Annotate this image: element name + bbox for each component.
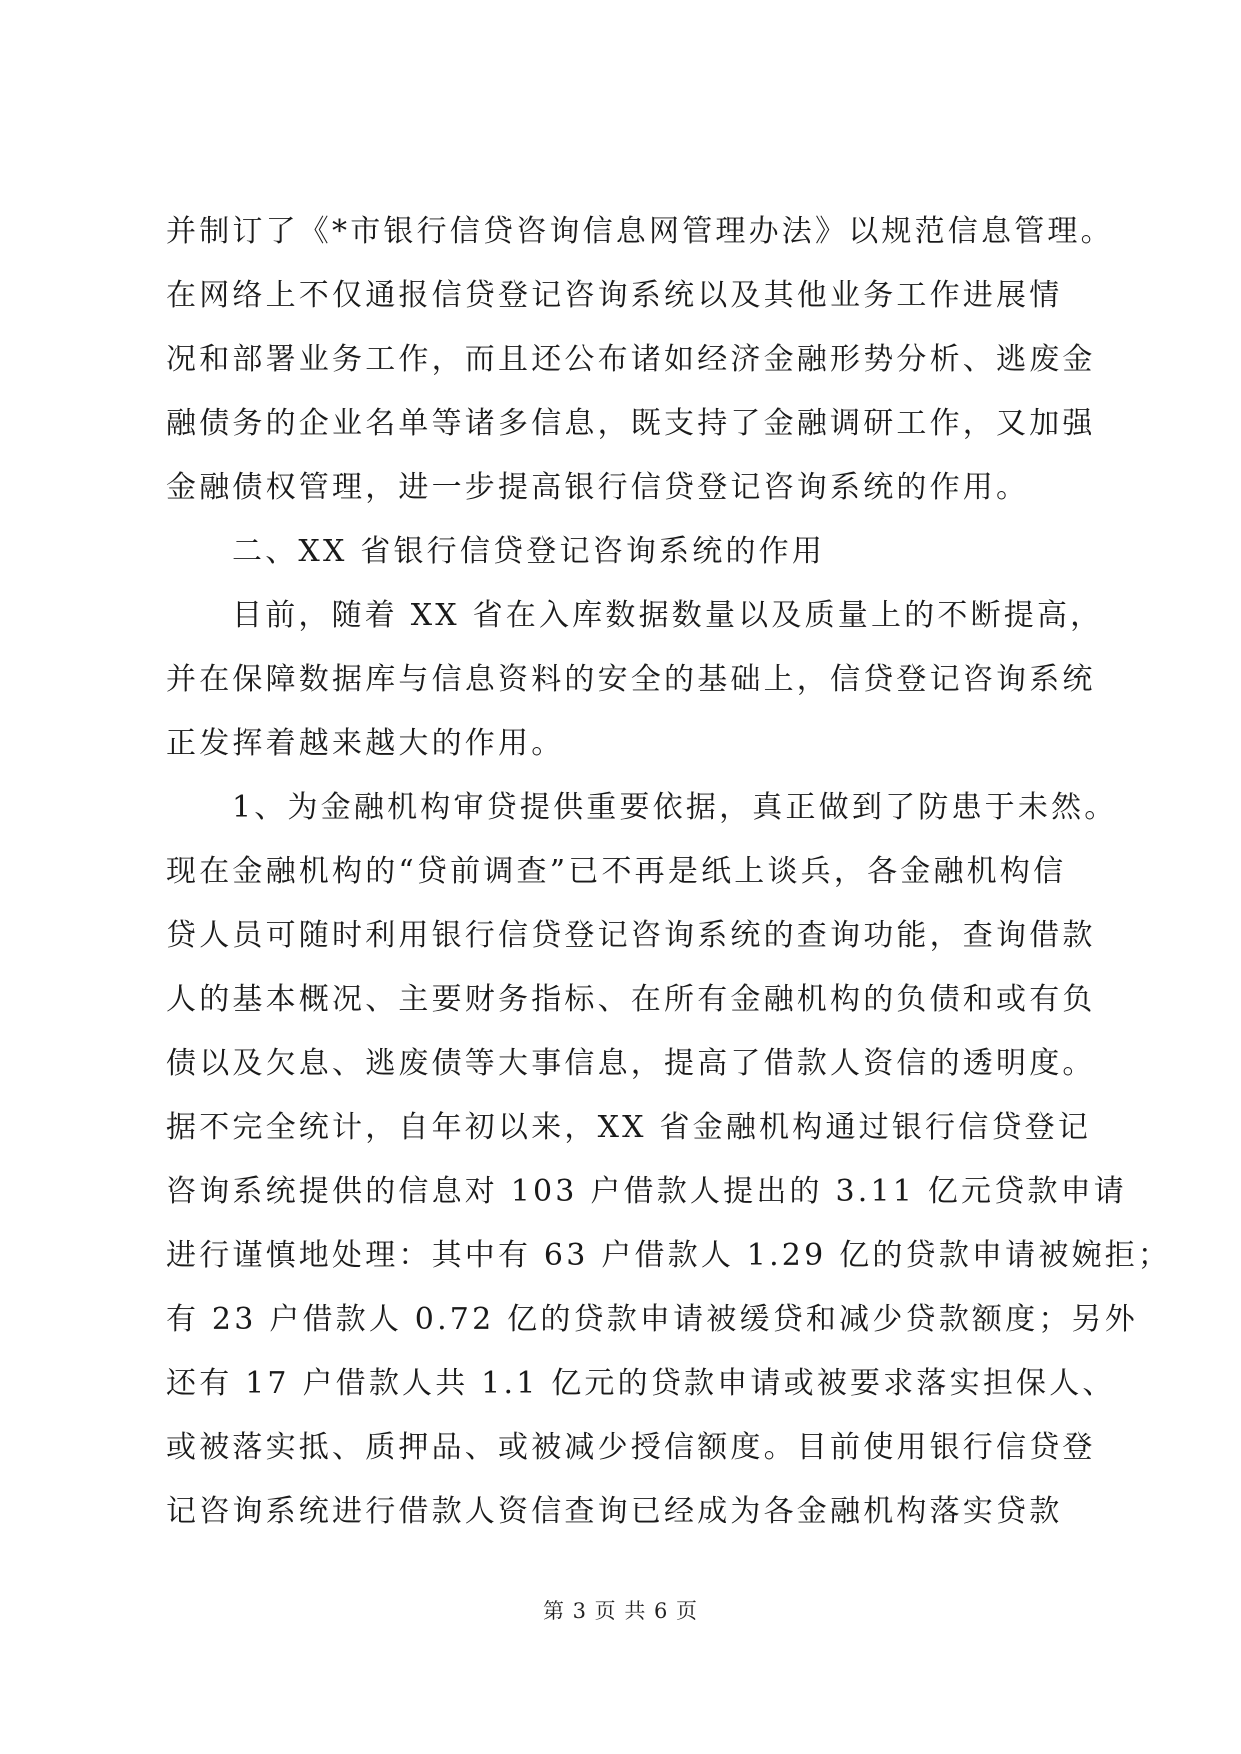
text-line: 债以及欠息、逃废债等大事信息，提高了借款人资信的透明度。 [166, 1046, 1096, 1081]
text-line: 1、为金融机构审贷提供重要依据，真正做到了防患于未然。 [232, 790, 1118, 825]
text-line: 或被落实抵、质押品、或被减少授信额度。目前使用银行信贷登 [166, 1430, 1096, 1465]
text-line: 现在金融机构的“贷前调查”已不再是纸上谈兵，各金融机构信 [166, 854, 1067, 889]
text-line: 据不完全统计，自年初以来，XX 省金融机构通过银行信贷登记 [166, 1110, 1092, 1145]
text-line: 咨询系统提供的信息对 103 户借款人提出的 3.11 亿元贷款申请 [166, 1174, 1128, 1209]
text-line: 并制订了《*市银行信贷咨询信息网管理办法》以规范信息管理。 [166, 214, 1114, 249]
text-line: 目前，随着 XX 省在入库数据数量以及质量上的不断提高， [232, 598, 1104, 633]
text-line: 进行谨慎地处理：其中有 63 户借款人 1.29 亿的贷款申请被婉拒； [166, 1238, 1172, 1273]
text-line: 有 23 户借款人 0.72 亿的贷款申请被缓贷和减少贷款额度；另外 [166, 1302, 1138, 1337]
text-line: 况和部署业务工作，而且还公布诸如经济金融形势分析、逃废金 [166, 342, 1096, 377]
text-line: 人的基本概况、主要财务指标、在所有金融机构的负债和或有负 [166, 982, 1096, 1017]
page-footer: 第 3 页 共 6 页 [542, 1599, 699, 1623]
text-line: 正发挥着越来越大的作用。 [166, 726, 565, 761]
text-line: 金融债权管理，进一步提高银行信贷登记咨询系统的作用。 [166, 470, 1030, 505]
text-line: 还有 17 户借款人共 1.1 亿元的贷款申请或被要求落实担保人、 [166, 1366, 1116, 1401]
text-line: 融债务的企业名单等诸多信息，既支持了金融调研工作，又加强 [166, 406, 1096, 441]
text-line: 贷人员可随时利用银行信贷登记咨询系统的查询功能，查询借款 [166, 918, 1096, 953]
section-heading: 二、XX 省银行信贷登记咨询系统的作用 [232, 534, 826, 569]
text-line: 在网络上不仅通报信贷登记咨询系统以及其他业务工作进展情 [166, 278, 1063, 313]
text-line: 并在保障数据库与信息资料的安全的基础上，信贷登记咨询系统 [166, 662, 1096, 697]
body-text [166, 200, 1172, 1544]
text-line: 记咨询系统进行借款人资信查询已经成为各金融机构落实贷款 [166, 1494, 1063, 1529]
